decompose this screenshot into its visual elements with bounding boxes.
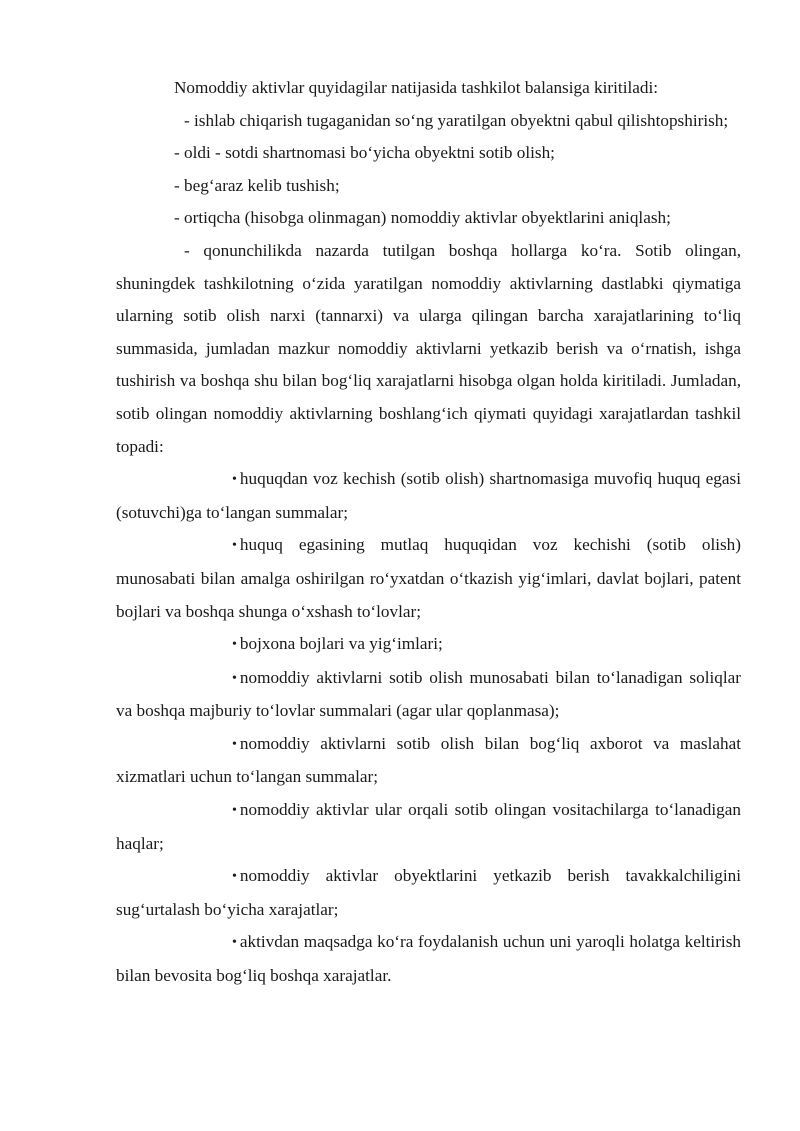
bullet-item-text: nomoddiy aktivlar ular orqali sotib olingan vositachilarga to‘lanadigan haqlar;: [116, 800, 741, 853]
bullet-item-4: [116, 662, 741, 728]
bullet-item-1: [116, 463, 741, 529]
bullet-icon: •: [232, 736, 237, 752]
bullet-item-6: [116, 794, 741, 860]
bullet-icon: •: [232, 472, 237, 488]
document-page: [116, 72, 741, 993]
bullet-icon: •: [232, 670, 237, 686]
bullet-item-text: huquq egasining mutlaq huquqidan voz kechishi (sotib olish) munosabati bilan amalga oshirilgan ro‘yxatdan o‘tkazish yig‘imlari, davlat bojlari, patent bojlari va boshqa shunga o‘xshash to‘lovlar;: [116, 535, 741, 621]
bullet-item-text: huquqdan voz kechish (sotib olish) shartnomasiga muvofiq huquq egasi (sotuvchi)ga to‘langan summalar;: [116, 469, 741, 522]
bullet-item-text: nomoddiy aktivlarni sotib olish bilan bog‘liq axborot va maslahat xizmatlari uchun to‘langan summalar;: [116, 733, 741, 787]
dash-item-3: - beg‘araz kelib tushish;: [174, 175, 340, 195]
bullet-icon: •: [232, 869, 237, 885]
bullet-item-5: [116, 728, 741, 794]
bullet-item-8: [116, 926, 741, 992]
bullet-item-text: bojxona bojlari va yig‘imlari;: [239, 634, 443, 654]
dash-item-5: - qonunchilikda nazarda tutilgan boshqa hollarga ko‘ra. Sotib olingan, shuningdek tashkilotning o‘zida yaratilgan nomoddiy aktivlarning dastlabki qiymatiga ularning sotib olish narxi (tannarxi) va ularga qilingan barcha xarajatlarining to‘liq summasida, jumladan mazkur nomoddiy aktivlarni yetkazib berish va o‘rnatish, ishga tushirish va boshqa shu bilan bog‘liq xarajatlarni hisobga olgan holda kiritiladi. Jumladan, sotib olingan nomoddiy aktivlarning boshlang‘ich qiymati quyidagi xarajatlardan tashkil topadi:: [116, 240, 741, 456]
bullet-icon: •: [232, 935, 237, 951]
dash-item-1: - ishlab chiqarish tugaganidan so‘ng yaratilgan obyektni qabul qilishtopshirish;: [184, 110, 729, 130]
bullet-item-2: [116, 529, 741, 628]
bullet-item-7: [116, 860, 741, 926]
bullet-item-text: aktivdan maqsadga ko‘ra foydalanish uchun uni yaroqli holatga keltirish bilan bevosita bog‘liq boshqa xarajatlar.: [116, 932, 741, 986]
bullet-item-text: nomoddiy aktivlarni sotib olish munosabati bilan to‘lanadigan soliqlar va boshqa majburiy to‘lovlar summalari (agar ular qoplanmasa);: [116, 667, 741, 721]
bullet-item-text: nomoddiy aktivlar obyektlarini yetkazib berish tavakkalchiligini sug‘urtalash bo‘yicha xarajatlar;: [116, 866, 741, 919]
dash-item-4: - ortiqcha (hisobga olinmagan) nomoddiy aktivlar obyektlarini aniqlash;: [174, 208, 671, 228]
bullet-item-3: [116, 628, 741, 662]
bullet-icon: •: [232, 538, 237, 554]
bullet-icon: •: [232, 637, 237, 653]
bullet-icon: •: [232, 803, 237, 819]
dash-item-2: - oldi - sotdi shartnomasi bo‘yicha obyektni sotib olish;: [174, 143, 555, 163]
intro-paragraph: Nomoddiy aktivlar quyidagilar natijasida tashkilot balansiga kiritiladi:: [174, 78, 659, 97]
